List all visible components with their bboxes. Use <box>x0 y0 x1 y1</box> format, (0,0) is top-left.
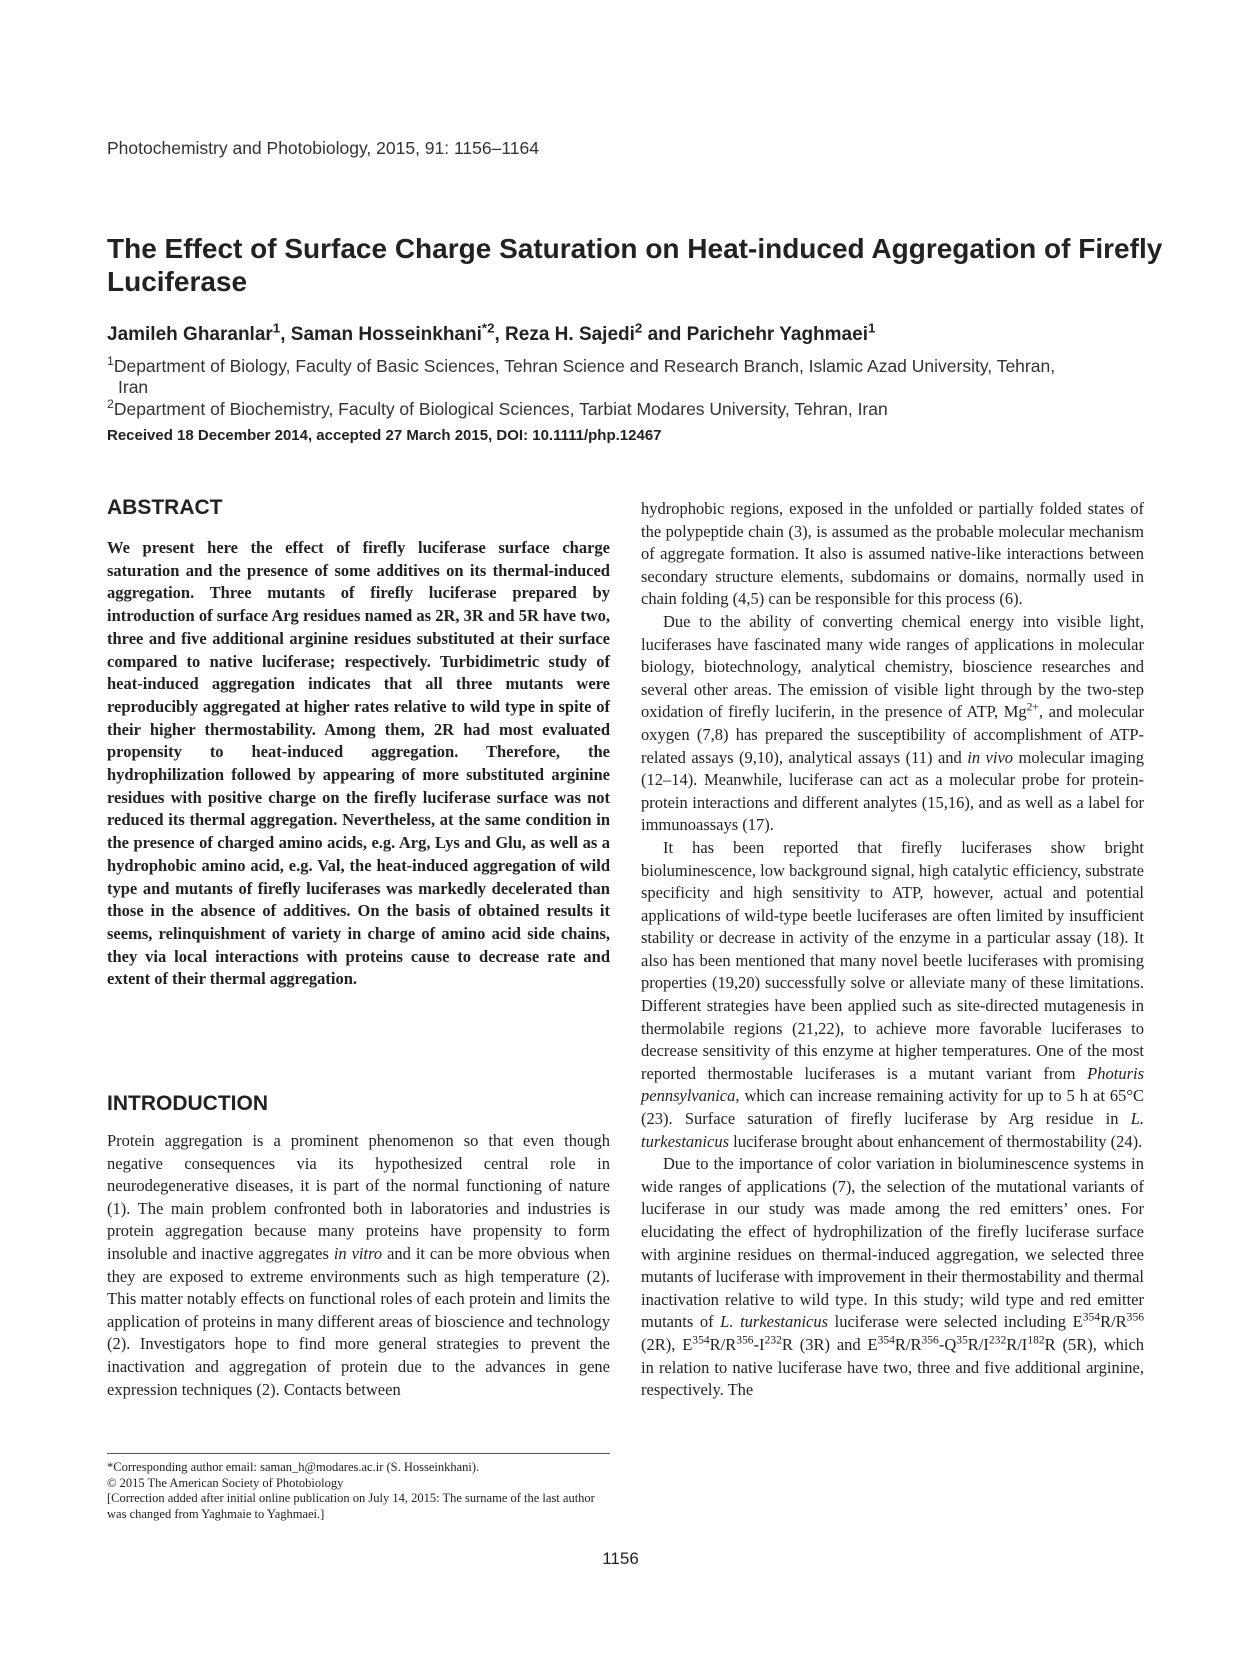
affiliations <box>107 356 1157 421</box>
body-paragraph: hydrophobic regions, exposed in the unfolded or partially folded states of the polypeptide chain (3), is assumed as the probable molecular mechanism of aggregate formation. It also is assumed native-like interactions between secondary structure elements, subdomains or domains, normally used in chain folding (4,5) can be responsible for this process (6). <box>641 499 1144 609</box>
author-name: Parichehr Yaghmaei <box>686 324 868 345</box>
author-name: Reza H. Sajedi <box>505 324 635 345</box>
text-run: R/R <box>1100 1312 1127 1332</box>
received-dates-doi: Received 18 December 2014, accepted 27 March 2015, DOI: 10.1111/php.12467 <box>107 427 662 444</box>
footnote-copyright: © 2015 The American Society of Photobiology <box>107 1475 344 1490</box>
superscript: 232 <box>988 1334 1007 1347</box>
superscript: 35 <box>956 1334 968 1347</box>
superscript: 2+ <box>1026 701 1039 714</box>
author-name: Saman Hosseinkhani <box>290 324 482 345</box>
author-affil-sup: 2 <box>634 320 643 336</box>
italic-term: in vitro <box>333 1243 383 1263</box>
italic-term: in vivo <box>967 747 1014 767</box>
affiliation-text: Department of Biology, Faculty of Basic Sciences, Tehran Science and Research Branch, Islamic Azad University, Tehran, <box>113 356 1056 376</box>
text-run: luciferase were selected including E <box>828 1312 1083 1332</box>
italic-term: L. turkestanicus <box>720 1312 829 1332</box>
text-run: and it can be more obvious when they are exposed to extreme environments such as high temperature (2). This matter notably effects on functional roles of each protein and limits the application of proteins in many different areas of bioscience and technology (2). Investigators hope to find more general strategies to prevent the inactivation and aggregation of protein due to the advances in gene expression techniques (2). Contacts between <box>107 1243 611 1399</box>
author-affil-sup: 1 <box>272 320 281 336</box>
author-sep: and <box>642 324 687 345</box>
footnote-divider <box>107 1453 610 1454</box>
author-sep: , <box>280 324 291 345</box>
introduction-heading: INTRODUCTION <box>107 1092 268 1115</box>
text-run: (2R), E <box>641 1334 693 1354</box>
footnote-correction: [Correction added after initial online publication on July 14, 2015: The surname of the last author was changed from Yaghmaie to Yaghmaei.] <box>107 1491 595 1521</box>
superscript: 232 <box>764 1334 782 1347</box>
text-run: R (3R) and E <box>781 1334 878 1354</box>
superscript: 356 <box>921 1334 939 1347</box>
abstract-text: We present here the effect of firefly luciferase surface charge saturation and the presence of some additives on its thermal-induced aggregation. Three mutants of firefly luciferase prepared by introduction of surface Arg residues named as 2R, 3R and 5R have two, three and five additional arginine residues substituted at their surface compared to native luciferase; respectively. Turbidimetric study of heat-induced aggregation indicates that all three mutants were reproducibly aggregated at higher rates relative to wild type in spite of their higher thermostability. Among them, 2R had most evaluated propensity to heat-induced aggregation. Therefore, the hydrophilization followed by appearing of more substituted arginine residues with positive charge on the firefly luciferase surface was not reduced its thermal aggregation. Nevertheless, at the same condition in the presence of charged amino acids, e.g. Arg, Lys and Glu, as well as a hydrophobic amino acid, e.g. Val, the heat-induced aggregation of wild type and mutants of firefly luciferases was markedly decelerated than those in the absence of additives. On the basis of obtained results it seems, relinquishment of variety in charge of amino acid side chains, they via local interactions with proteins cause to decrease rate and extent of their thermal aggregation. <box>107 538 610 989</box>
abstract-heading: ABSTRACT <box>107 496 223 519</box>
text-run: , and molecular oxygen (7,8) has prepared the susceptibility of accomplishment of ATP-related assays (9,10), analytical assays (11) and <box>641 702 1144 767</box>
footnotes <box>107 1460 610 1522</box>
text-run: R/I <box>1006 1334 1028 1354</box>
superscript: 354 <box>692 1334 710 1347</box>
text-run: , which can increase remaining activity for up to 5 h at 65°C (23). Surface saturation of firefly luciferase by Arg residue in <box>641 1086 1144 1129</box>
article-title: The Effect of Surface Charge Saturation on Heat-induced Aggregation of Firefly Luciferase <box>107 233 1163 297</box>
author-sep: , <box>494 324 506 345</box>
text-run: luciferase brought about enhancement of thermostability (24). <box>729 1131 1143 1151</box>
text-run: Protein aggregation is a prominent phenomenon so that even though negative consequences via its hypothesized central role in neurodegenerative diseases, it is part of the normal functioning of nature (1). The main problem confronted both in laboratories and industries is protein aggregation because many proteins have propensity to form insoluble and inactive aggregates <box>107 1131 610 1263</box>
superscript: 354 <box>877 1334 895 1347</box>
text-run: R/R <box>709 1334 737 1354</box>
italic-term: Photuris pennsylvanica <box>641 1063 1144 1106</box>
text-run: -I <box>753 1334 765 1354</box>
superscript: 354 <box>1082 1311 1101 1324</box>
text-run: R/I <box>967 1334 989 1354</box>
superscript: 182 <box>1027 1334 1045 1347</box>
affiliation-text: Department of Biochemistry, Faculty of Biological Sciences, Tarbiat Modares University, Tehran, Iran <box>113 399 888 419</box>
body-paragraph <box>641 1153 1144 1402</box>
text-run: molecular imaging (12–14). Meanwhile, luciferase can act as a molecular probe for protein-protein interactions and different analytes (15,16), and as well as a label for immunoassays (17). <box>641 747 1144 835</box>
footnote-corresponding: *Corresponding author email: saman_h@modares.ac.ir (S. Hosseinkhani). <box>107 1460 480 1474</box>
text-run: R/R <box>894 1334 922 1354</box>
introduction-paragraph <box>107 1130 610 1401</box>
text-run: Due to the ability of converting chemical energy into visible light, luciferases have fascinated many wide ranges of applications in molecular biology, biotechnology, analytical chemistry, bioscience researches and several other areas. The emission of visible light through by the two-step oxidation of firefly luciferin, in the presence of ATP, Mg <box>641 611 1144 722</box>
body-paragraph <box>641 611 1144 837</box>
affiliation-sup: 2 <box>107 397 114 412</box>
author-list <box>107 320 876 346</box>
journal-citation: Photochemistry and Photobiology, 2015, 91: 1156–1164 <box>107 138 539 158</box>
right-column <box>641 498 1144 1402</box>
superscript: 356 <box>736 1334 754 1347</box>
author-affil-sup: *2 <box>481 320 495 336</box>
text-run: -Q <box>938 1334 957 1354</box>
affiliation-item <box>107 399 1157 420</box>
author-name: Jamileh Gharanlar <box>107 324 273 345</box>
affiliation-sup: 1 <box>107 354 114 369</box>
superscript: 356 <box>1126 1311 1144 1324</box>
affiliation-item <box>107 356 1157 398</box>
affiliation-continuation: Iran <box>118 377 149 397</box>
page-number: 1156 <box>602 1549 639 1568</box>
body-paragraph <box>641 837 1144 1153</box>
text-run: Due to the importance of color variation in bioluminescence systems in wide ranges of applications (7), the selection of the mutational variants of luciferase in our study was made among the red emitters’ ones. For elucidating the effect of hydrophilization of the firefly luciferase surface with arginine residues on thermal-induced aggregation, we selected three mutants of luciferase with improvement in their thermostability and thermal inactivation relative to wild type. In this study; wild type and red emitter mutants of <box>641 1154 1144 1332</box>
text-run: It has been reported that firefly luciferases show bright bioluminescence, low background signal, high catalytic efficiency, substrate specificity and high sensitivity to ATP, however, actual and potential applications of wild-type beetle luciferases are often limited by insufficient stability or decrease in activity of the enzyme in a particular assay (18). It also has been mentioned that many novel beetle luciferases with promising properties (19,20) successfully solve or alleviate many of these limitations. Different strategies have been applied such as site-directed mutagenesis in thermolabile regions (21,22), to achieve more favorable luciferases to decrease sensitivity of this enzyme at higher temperatures. One of the most reported thermostable luciferases is a mutant variant from <box>641 837 1144 1083</box>
text-run: R (5R), which in relation to native luciferase have two, three and five additional arginine, respectively. The <box>641 1334 1145 1400</box>
italic-term: L. turkestanicus <box>641 1109 1144 1151</box>
author-affil-sup: 1 <box>867 320 876 336</box>
